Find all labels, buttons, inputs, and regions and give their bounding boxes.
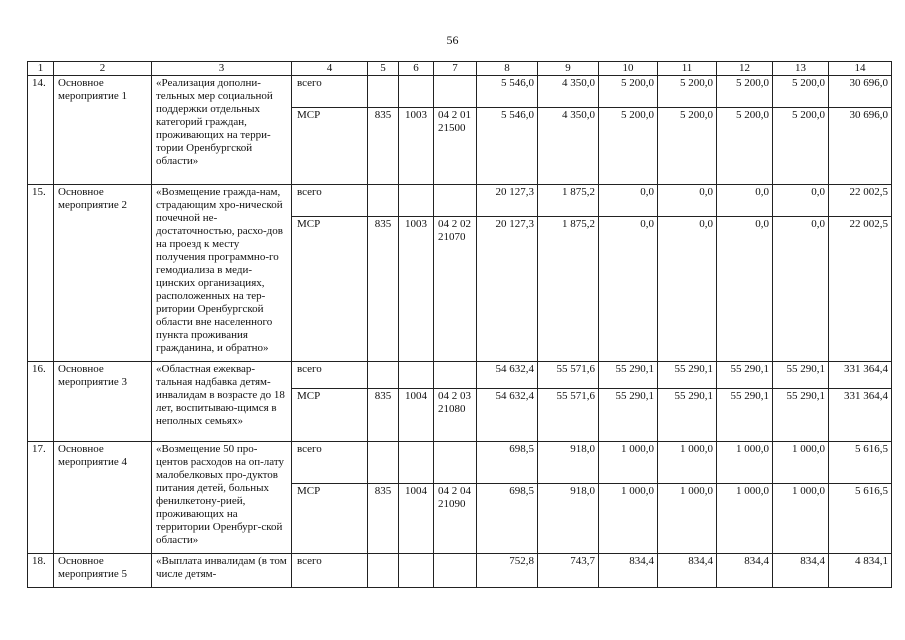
target-code <box>434 554 477 588</box>
header-cell: 10 <box>599 62 658 76</box>
event-name: Основное мероприятие 2 <box>54 185 152 362</box>
value-cell: 5 200,0 <box>773 76 829 108</box>
value-cell: 1 000,0 <box>658 442 717 484</box>
section-code: 1004 <box>399 389 434 442</box>
event-name: Основное мероприятие 3 <box>54 362 152 442</box>
value-cell: 0,0 <box>599 185 658 217</box>
value-cell: 5 616,5 <box>829 484 892 554</box>
value-cell: 698,5 <box>477 484 538 554</box>
value-cell: 0,0 <box>658 217 717 362</box>
value-cell: 5 200,0 <box>599 76 658 108</box>
value-cell: 5 200,0 <box>717 76 773 108</box>
table-row <box>28 554 892 588</box>
event-name: Основное мероприятие 5 <box>54 554 152 588</box>
value-cell: 1 000,0 <box>773 484 829 554</box>
target-code <box>434 76 477 108</box>
value-cell: 55 290,1 <box>599 362 658 389</box>
value-cell: 20 127,3 <box>477 217 538 362</box>
value-cell: 752,8 <box>477 554 538 588</box>
header-cell: 8 <box>477 62 538 76</box>
row-number: 18. <box>28 554 54 588</box>
event-description: «Реализация дополни-тельных мер социальной поддержки отдельных категорий граждан, проживающих на терри-тории Оренбургской области» <box>152 76 292 185</box>
line-type: всего <box>292 554 368 588</box>
event-description: «Возмещение 50 про-центов расходов на оп-лату малобелковых про-дуктов питания детей, больных фенилкетону-рией, проживающих на территории Оренбург-ской области» <box>152 442 292 554</box>
value-cell: 698,5 <box>477 442 538 484</box>
value-cell: 0,0 <box>717 217 773 362</box>
value-cell: 5 200,0 <box>658 108 717 185</box>
value-cell: 918,0 <box>538 484 599 554</box>
header-row <box>28 62 892 76</box>
line-type: МСР <box>292 108 368 185</box>
value-cell: 5 200,0 <box>599 108 658 185</box>
value-cell: 5 200,0 <box>658 76 717 108</box>
value-cell: 54 632,4 <box>477 362 538 389</box>
header-cell: 6 <box>399 62 434 76</box>
value-cell: 0,0 <box>658 185 717 217</box>
header-cell: 14 <box>829 62 892 76</box>
event-name: Основное мероприятие 1 <box>54 76 152 185</box>
value-cell: 1 875,2 <box>538 185 599 217</box>
value-cell: 5 546,0 <box>477 76 538 108</box>
value-cell: 55 290,1 <box>599 389 658 442</box>
value-cell: 4 350,0 <box>538 108 599 185</box>
section-code: 1003 <box>399 217 434 362</box>
budget-table <box>27 61 892 588</box>
row-number: 16. <box>28 362 54 442</box>
line-type: МСР <box>292 217 368 362</box>
header-cell: 13 <box>773 62 829 76</box>
line-type: всего <box>292 362 368 389</box>
value-cell: 30 696,0 <box>829 76 892 108</box>
value-cell: 54 632,4 <box>477 389 538 442</box>
header-cell: 5 <box>368 62 399 76</box>
header-cell: 2 <box>54 62 152 76</box>
section-code <box>399 442 434 484</box>
table-row <box>28 185 892 217</box>
value-cell: 5 546,0 <box>477 108 538 185</box>
ministry-code <box>368 362 399 389</box>
value-cell: 30 696,0 <box>829 108 892 185</box>
value-cell: 0,0 <box>599 217 658 362</box>
value-cell: 1 000,0 <box>717 442 773 484</box>
value-cell: 834,4 <box>773 554 829 588</box>
header-cell: 3 <box>152 62 292 76</box>
line-type: всего <box>292 442 368 484</box>
target-code <box>434 362 477 389</box>
value-cell: 55 571,6 <box>538 389 599 442</box>
value-cell: 55 290,1 <box>717 389 773 442</box>
value-cell: 834,4 <box>658 554 717 588</box>
section-code <box>399 76 434 108</box>
row-number: 14. <box>28 76 54 185</box>
section-code <box>399 362 434 389</box>
value-cell: 834,4 <box>717 554 773 588</box>
value-cell: 55 290,1 <box>717 362 773 389</box>
value-cell: 22 002,5 <box>829 185 892 217</box>
value-cell: 5 200,0 <box>773 108 829 185</box>
header-cell: 11 <box>658 62 717 76</box>
value-cell: 22 002,5 <box>829 217 892 362</box>
ministry-code: 835 <box>368 389 399 442</box>
value-cell: 5 200,0 <box>717 108 773 185</box>
header-cell: 4 <box>292 62 368 76</box>
event-description: «Областная ежеквар-тальная надбавка детям-инвалидам в возрасте до 18 лет, воспитываю-щимся в неполных семьях» <box>152 362 292 442</box>
value-cell: 331 364,4 <box>829 389 892 442</box>
value-cell: 834,4 <box>599 554 658 588</box>
line-type: всего <box>292 185 368 217</box>
ministry-code <box>368 185 399 217</box>
value-cell: 1 000,0 <box>599 484 658 554</box>
header-cell: 7 <box>434 62 477 76</box>
value-cell: 1 000,0 <box>773 442 829 484</box>
header-cell: 9 <box>538 62 599 76</box>
target-code: 04 2 03 21080 <box>434 389 477 442</box>
table-row <box>28 362 892 389</box>
ministry-code: 835 <box>368 484 399 554</box>
value-cell: 4 350,0 <box>538 76 599 108</box>
line-type: всего <box>292 76 368 108</box>
value-cell: 1 000,0 <box>717 484 773 554</box>
section-code <box>399 554 434 588</box>
section-code: 1004 <box>399 484 434 554</box>
target-code: 04 2 02 21070 <box>434 217 477 362</box>
value-cell: 1 000,0 <box>658 484 717 554</box>
event-name: Основное мероприятие 4 <box>54 442 152 554</box>
table-row <box>28 442 892 484</box>
value-cell: 1 875,2 <box>538 217 599 362</box>
value-cell: 55 290,1 <box>658 389 717 442</box>
value-cell: 918,0 <box>538 442 599 484</box>
row-number: 15. <box>28 185 54 362</box>
event-description: «Выплата инвалидам (в том числе детям- <box>152 554 292 588</box>
value-cell: 55 290,1 <box>773 389 829 442</box>
page-number: 56 <box>446 33 459 47</box>
ministry-code: 835 <box>368 108 399 185</box>
ministry-code: 835 <box>368 217 399 362</box>
value-cell: 20 127,3 <box>477 185 538 217</box>
value-cell: 5 616,5 <box>829 442 892 484</box>
table-row <box>28 76 892 108</box>
value-cell: 1 000,0 <box>599 442 658 484</box>
target-code <box>434 185 477 217</box>
line-type: МСР <box>292 389 368 442</box>
ministry-code <box>368 76 399 108</box>
header-cell: 1 <box>28 62 54 76</box>
value-cell: 743,7 <box>538 554 599 588</box>
value-cell: 4 834,1 <box>829 554 892 588</box>
value-cell: 55 571,6 <box>538 362 599 389</box>
target-code: 04 2 04 21090 <box>434 484 477 554</box>
header-cell: 12 <box>717 62 773 76</box>
ministry-code <box>368 442 399 484</box>
value-cell: 0,0 <box>773 217 829 362</box>
row-number: 17. <box>28 442 54 554</box>
target-code <box>434 442 477 484</box>
value-cell: 55 290,1 <box>658 362 717 389</box>
event-description: «Возмещение гражда-нам, страдающим хро-нической почечной не-достаточностью, расхо-дов на проезд к месту получения программно-го гемодиализа в меди-цинских организациях, расположенных на тер-ритории Оренбургской области вне населенного пункта проживания гражданина, и обратно» <box>152 185 292 362</box>
line-type: МСР <box>292 484 368 554</box>
value-cell: 55 290,1 <box>773 362 829 389</box>
value-cell: 331 364,4 <box>829 362 892 389</box>
target-code: 04 2 01 21500 <box>434 108 477 185</box>
ministry-code <box>368 554 399 588</box>
value-cell: 0,0 <box>717 185 773 217</box>
section-code: 1003 <box>399 108 434 185</box>
value-cell: 0,0 <box>773 185 829 217</box>
section-code <box>399 185 434 217</box>
